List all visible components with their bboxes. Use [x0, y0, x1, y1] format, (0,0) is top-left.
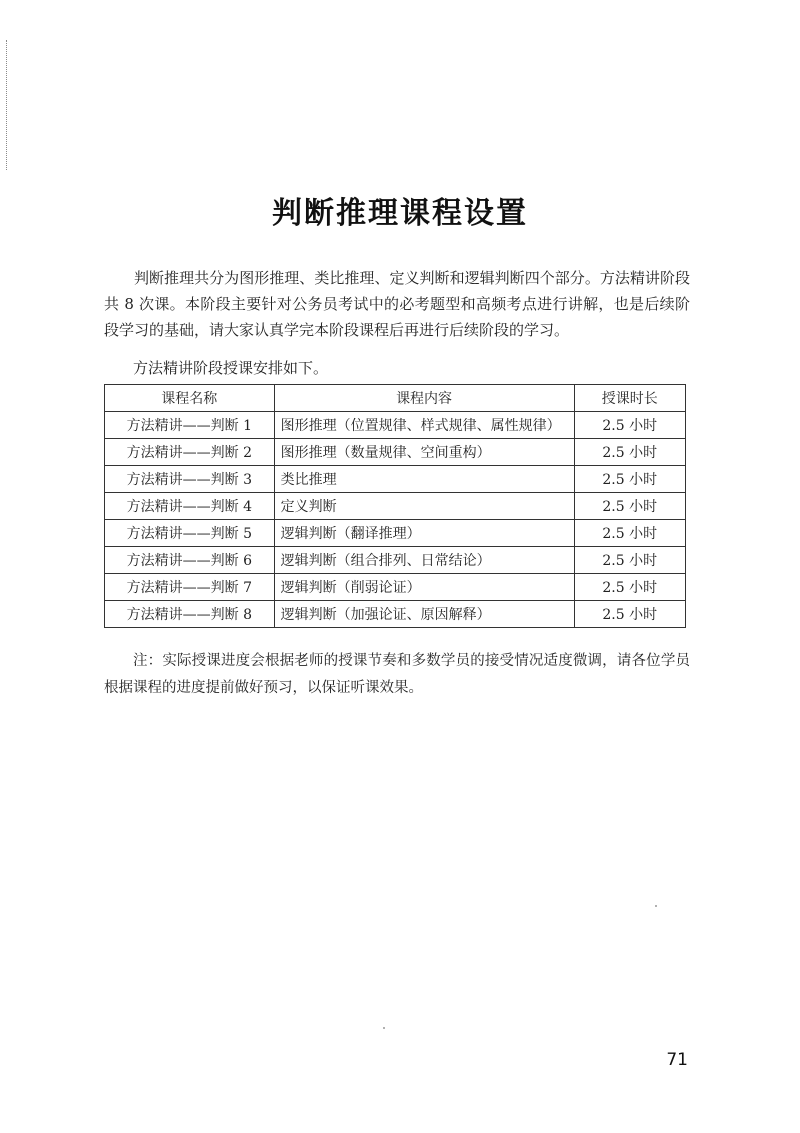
course-schedule-table	[104, 384, 686, 628]
header-duration: 授课时长	[574, 385, 685, 412]
table-row	[105, 601, 686, 628]
course-name-cell: 方法精讲——判断 6	[105, 547, 275, 574]
course-content-cell: 逻辑判断（削弱论证）	[274, 574, 574, 601]
course-duration-cell: 2.5 小时	[574, 520, 685, 547]
course-name-cell: 方法精讲——判断 1	[105, 412, 275, 439]
header-course-content: 课程内容	[274, 385, 574, 412]
course-content-cell: 逻辑判断（组合排列、日常结论）	[274, 547, 574, 574]
scan-margin-marks	[6, 40, 8, 170]
course-content-cell: 类比推理	[274, 466, 574, 493]
table-row	[105, 493, 686, 520]
course-duration-cell: 2.5 小时	[574, 574, 685, 601]
page-title: 判断推理课程设置	[272, 196, 528, 231]
scan-speck	[383, 1027, 385, 1029]
course-name-cell: 方法精讲——判断 3	[105, 466, 275, 493]
table-header-row	[105, 385, 686, 412]
course-name-cell: 方法精讲——判断 2	[105, 439, 275, 466]
course-duration-cell: 2.5 小时	[574, 439, 685, 466]
table-row	[105, 439, 686, 466]
header-course-name: 课程名称	[105, 385, 275, 412]
table-row	[105, 574, 686, 601]
course-duration-cell: 2.5 小时	[574, 412, 685, 439]
course-content-cell: 定义判断	[274, 493, 574, 520]
intro-paragraph: 判断推理共分为图形推理、类比推理、定义判断和逻辑判断四个部分。方法精讲阶段共 8 次课。本阶段主要针对公务员考试中的必考题型和高频考点进行讲解，也是后续阶段学习的基础，请大家认真学完本阶段课程后再进行后续阶段的学习。	[104, 269, 690, 339]
table-row	[105, 412, 686, 439]
course-name-cell: 方法精讲——判断 7	[105, 574, 275, 601]
course-duration-cell: 2.5 小时	[574, 466, 685, 493]
course-duration-cell: 2.5 小时	[574, 601, 685, 628]
table-row	[105, 547, 686, 574]
page-number: 71	[666, 1050, 688, 1070]
course-duration-cell: 2.5 小时	[574, 493, 685, 520]
course-duration-cell: 2.5 小时	[574, 547, 685, 574]
course-content-cell: 图形推理（位置规律、样式规律、属性规律）	[274, 412, 574, 439]
table-row	[105, 466, 686, 493]
scan-speck	[655, 905, 657, 907]
course-content-cell: 逻辑判断（翻译推理）	[274, 520, 574, 547]
course-name-cell: 方法精讲——判断 4	[105, 493, 275, 520]
course-name-cell: 方法精讲——判断 5	[105, 520, 275, 547]
course-name-cell: 方法精讲——判断 8	[105, 601, 275, 628]
course-content-cell: 图形推理（数量规律、空间重构）	[274, 439, 574, 466]
course-content-cell: 逻辑判断（加强论证、原因解释）	[274, 601, 574, 628]
arrangement-intro: 方法精讲阶段授课安排如下。	[133, 359, 329, 377]
table-row	[105, 520, 686, 547]
schedule-note: 注：实际授课进度会根据老师的授课节奏和多数学员的接受情况适度微调，请各位学员根据课程的进度提前做好预习，以保证听课效果。	[104, 653, 690, 696]
